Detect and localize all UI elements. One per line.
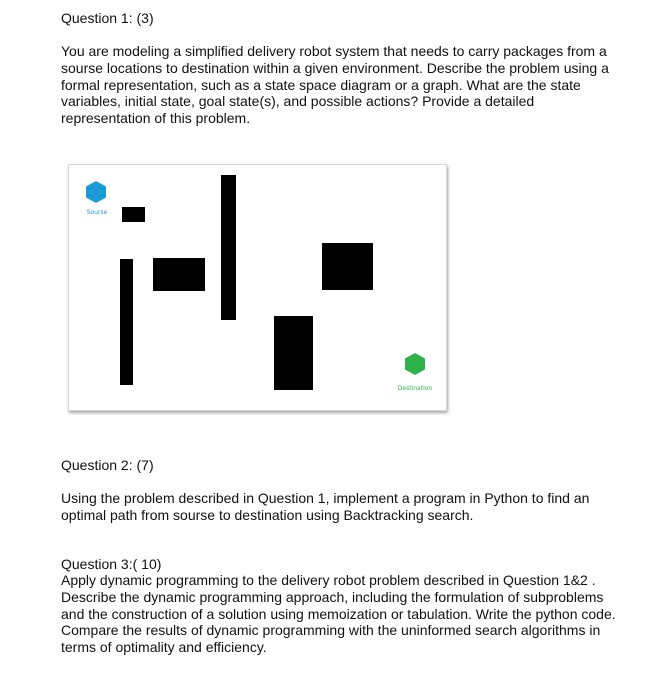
obstacle-right-square (322, 243, 373, 290)
destination-marker-icon (405, 353, 425, 375)
obstacle-tall-bar (221, 175, 236, 320)
environment-figure (68, 164, 447, 411)
obstacle-mid-block (153, 258, 205, 291)
destination-label: Destination (397, 385, 433, 392)
source-label: Sourse (86, 209, 108, 216)
source-marker-icon (86, 181, 106, 203)
question-3-body: Apply dynamic programming to the delivery robot problem described in Question 1&2 . Describe the dynamic programming approach, including the formulation of subproblems and the construction of a solution using memoization or tabulation. Write the python code. Compare the results of dynamic programming with the uninformed search algorithms in terms of optimality and efficiency. (61, 572, 616, 656)
question-1-body: You are modeling a simplified delivery robot system that needs to carry packages from a sourse locations to destination within a given environment. Describe the problem using a formal representation, such as a state space diagram or a graph. What are the state variables, initial state, goal state(s), and possible actions? Provide a detailed representation of this problem. (61, 43, 609, 127)
question-1-title: Question 1: (3) (61, 10, 154, 26)
question-2-body: Using the problem described in Question 1, implement a program in Python to find an optimal path from sourse to destination using Backtracking search. (61, 490, 590, 523)
environment-map (69, 165, 446, 410)
obstacle-bottom-block (274, 316, 313, 390)
obstacle-small-block (122, 207, 145, 222)
question-3-title: Question 3:( 10) (61, 556, 162, 572)
obstacle-left-bar (120, 259, 133, 385)
question-2-title: Question 2: (7) (61, 457, 154, 473)
